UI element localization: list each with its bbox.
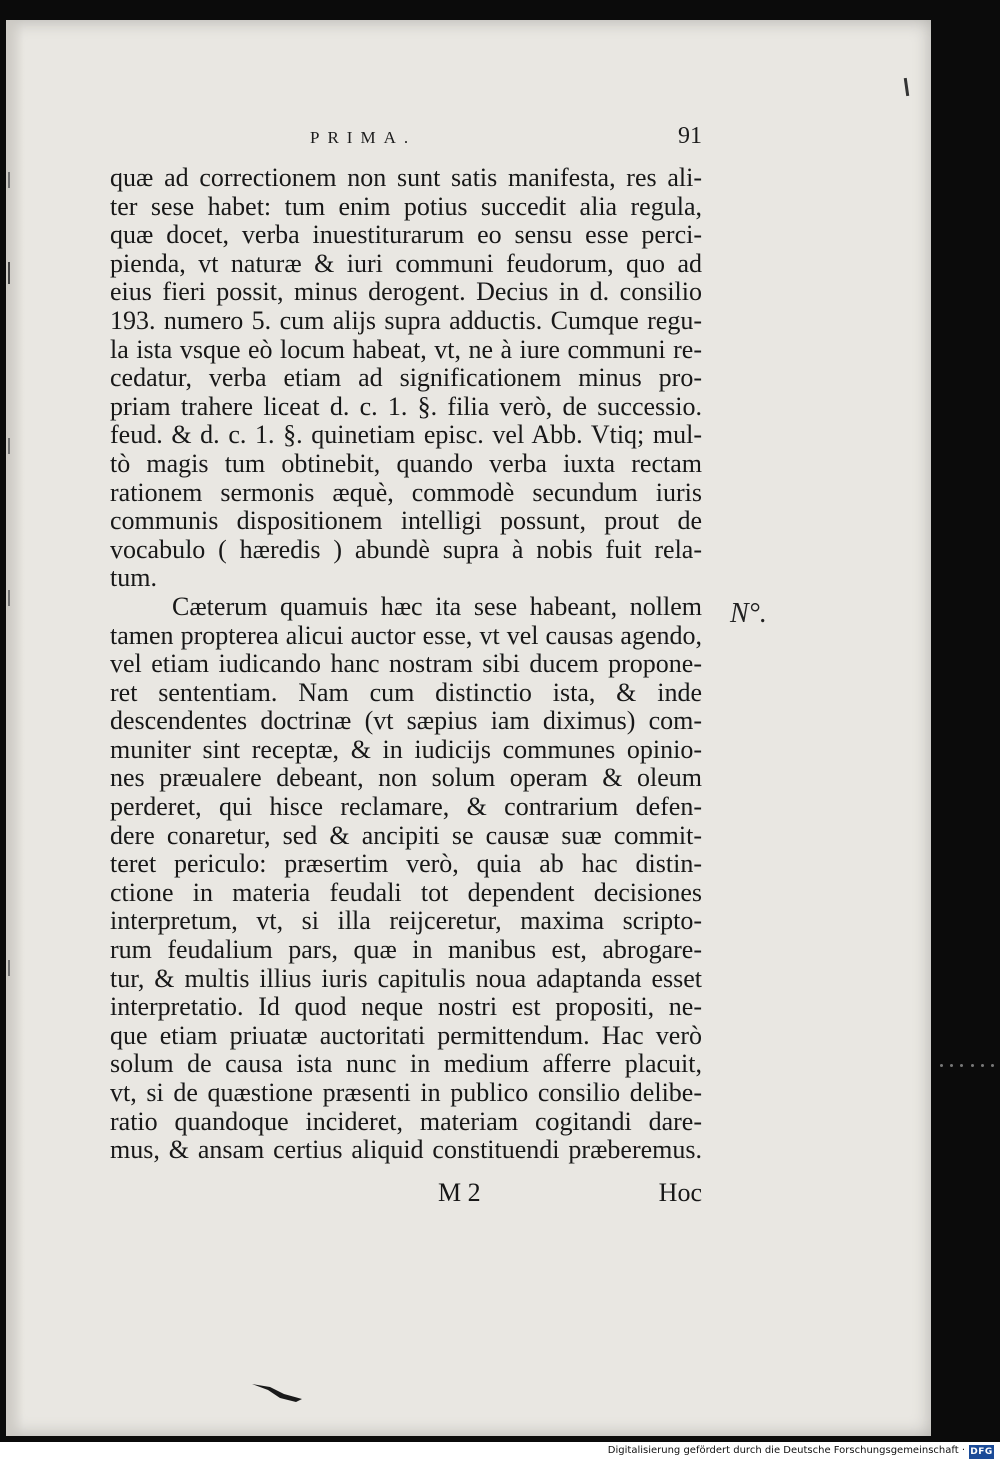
text-line: tum. xyxy=(110,564,157,593)
dfg-logo-icon: DFG xyxy=(970,1447,993,1457)
text-line: perderet, qui hisce reclamare, & contrarium defen- xyxy=(110,793,702,822)
text-line: ter sese habet: tum enim potius succedit alia regula, xyxy=(110,192,702,221)
text-line: interpretatio. Id quod neque nostri est propositi, ne- xyxy=(110,993,702,1022)
text-line: quæ docet, verba inuestiturarum eo sensu esse perci- xyxy=(110,221,702,250)
text-line: descendentes doctrinæ (vt sæpius iam diximus) com- xyxy=(110,707,702,736)
text-line: vocabulo ( hæredis ) abundè supra à nobis fuit rela- xyxy=(110,535,702,564)
text-line: tamen propterea alicui auctor esse, vt vel causas agendo, xyxy=(110,621,702,650)
text-line: muniter sint receptæ, & in iudicijs communes opinio- xyxy=(110,735,702,764)
body-text xyxy=(110,164,702,1165)
text-line: priam trahere liceat d. c. 1. §. filia verò, de successio. xyxy=(110,392,702,421)
text-line: interpretum, vt, si illa reijceretur, maxima scripto- xyxy=(110,907,702,936)
text-line: pienda, vt naturæ & iuri communi feudorum, quo ad xyxy=(110,249,702,278)
ruler-dots xyxy=(940,1064,994,1070)
text-line: tò magis tum obtinebit, quando verba iuxta rectam xyxy=(110,449,702,478)
text-line: 193. numero 5. cum alijs supra adductis. Cumque regu- xyxy=(110,306,702,335)
handwritten-margin-note: N°. xyxy=(730,598,767,629)
text-line: vel etiam iudicando hanc nostram sibi ducem propone- xyxy=(110,650,702,679)
signature-mark: M 2 xyxy=(438,1178,481,1207)
text-line: tur, & multis illius iuris capitulis noua adaptanda esset xyxy=(110,964,702,993)
text-line: mus, & ansam certius aliquid constituendi præberemus. xyxy=(110,1136,702,1165)
text-line: ret sententiam. Nam cum distinctio ista, & inde xyxy=(110,678,702,707)
text-line: feud. & d. c. 1. §. quinetiam episc. vel Abb. Vtiq; mul- xyxy=(110,421,702,450)
page-header xyxy=(110,123,702,156)
page-foot xyxy=(438,1178,702,1208)
text-line: que etiam priuatæ auctoritati permittendum. Hac verò xyxy=(110,1021,702,1050)
text-line: rum feudalium pars, quæ in manibus est, abrogare- xyxy=(110,936,702,965)
text-line: ratio quandoque incideret, materiam cogitandi dare- xyxy=(110,1107,702,1136)
footer-bar xyxy=(0,1442,1000,1462)
text-line: teret periculo: præsertim verò, quia ab hac distin- xyxy=(110,850,702,879)
catchword: Hoc xyxy=(658,1178,702,1207)
text-line: Cæterum quamuis hæc ita sese habeant, nollem xyxy=(172,592,702,621)
funding-credit: Digitalisierung gefördert durch die Deutsche Forschungsgemeinschaft · xyxy=(607,1445,965,1456)
text-line: rationem sermonis æquè, commodè secundum iuris xyxy=(110,478,702,507)
text-line: la ista vsque eò locum habeat, vt, ne à iure communi re- xyxy=(110,335,702,364)
text-line: dere conaretur, sed & ancipiti se causæ suæ commit- xyxy=(110,821,702,850)
text-line: cedatur, verba etiam ad significationem minus pro- xyxy=(110,364,702,393)
ink-smudge-bottom xyxy=(250,1382,306,1404)
running-head: PRIMA. xyxy=(310,128,417,147)
text-line: vt, si de quæstione præsenti in publico consilio delibe- xyxy=(110,1079,702,1107)
text-line: solum de causa ista nunc in medium afferre placuit, xyxy=(110,1050,702,1079)
text-line: eius fieri possit, minus derogent. Decius in d. consilio xyxy=(110,278,702,307)
text-line: ctione in materia feudali tot dependent decisiones xyxy=(110,878,702,907)
page-number: 91 xyxy=(678,123,702,149)
text-line: quæ ad correctionem non sunt satis manifesta, res ali- xyxy=(110,164,702,192)
text-line: communis dispositionem intelligi possunt, prout de xyxy=(110,507,702,536)
page-gutter-shadow xyxy=(6,20,24,1436)
text-line: nes præualere debeant, non solum operam & oleum xyxy=(110,764,702,793)
